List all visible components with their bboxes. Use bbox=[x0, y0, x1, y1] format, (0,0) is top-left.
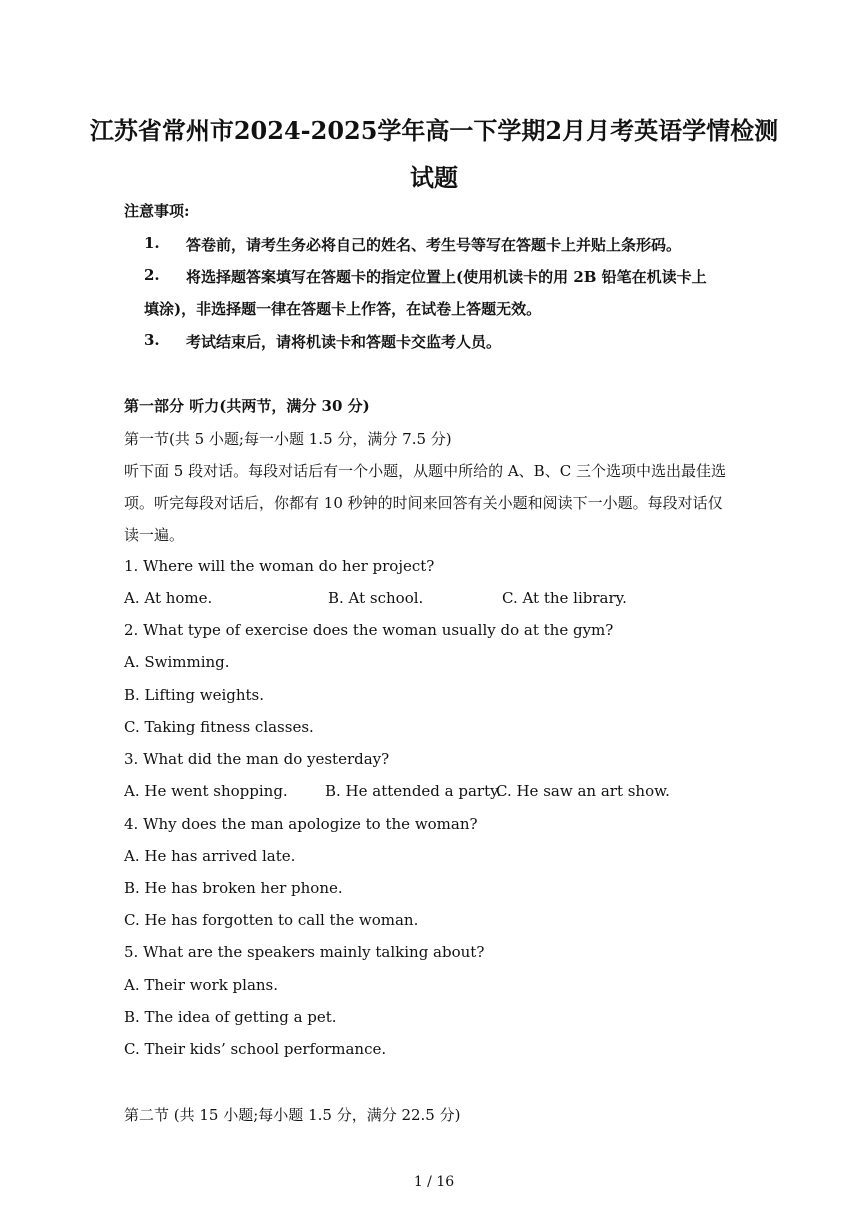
instructions-line3: 读一遍。 bbox=[124, 526, 185, 544]
question-1-option-b: B. At school. bbox=[328, 589, 424, 607]
question-2-stem: 2. What type of exercise does the woman usually do at the gym? bbox=[124, 621, 614, 639]
question-5-option-a: A. Their work plans. bbox=[124, 976, 279, 994]
notice-item-3-number: 3. bbox=[144, 331, 160, 349]
notice-item-2-number: 2. bbox=[144, 266, 160, 284]
notice-item-2-text-line1: 将选择题答案填写在答题卡的指定位置上(使用机读卡的用 2B 铅笔在机读卡上 bbox=[186, 268, 707, 286]
question-3-option-a: A. He went shopping. bbox=[124, 782, 288, 800]
page-number: 1 / 16 bbox=[413, 1174, 455, 1190]
question-2-option-c: C. Taking fitness classes. bbox=[124, 718, 314, 736]
question-2-option-a: A. Swimming. bbox=[124, 653, 230, 671]
section2-heading: 第二节 (共 15 小题;每小题 1.5 分，满分 22.5 分) bbox=[124, 1106, 461, 1124]
notice-heading: 注意事项: bbox=[124, 202, 190, 220]
instructions-line2: 项。听完每段对话后，你都有 10 秒钟的时间来回答有关小题和阅读下一小题。每段对话仅 bbox=[124, 494, 723, 512]
question-2-option-b: B. Lifting weights. bbox=[124, 686, 264, 704]
question-5-stem: 5. What are the speakers mainly talking about? bbox=[124, 943, 485, 961]
notice-item-1-number: 1. bbox=[144, 234, 160, 252]
section1-heading: 第一节(共 5 小题;每一小题 1.5 分，满分 7.5 分) bbox=[124, 430, 452, 448]
document-title-line1: 江苏省常州市2024-2025学年高一下学期2月月考英语学情检测 bbox=[89, 116, 779, 145]
question-3-stem: 3. What did the man do yesterday? bbox=[124, 750, 390, 768]
part1-heading: 第一部分 听力(共两节，满分 30 分) bbox=[124, 397, 370, 415]
question-1-option-c: C. At the library. bbox=[502, 589, 627, 607]
document-title-line2: 试题 bbox=[410, 163, 458, 192]
question-1-option-a: A. At home. bbox=[124, 589, 213, 607]
question-4-option-c: C. He has forgotten to call the woman. bbox=[124, 911, 419, 929]
question-3-option-b: B. He attended a party. bbox=[325, 782, 502, 800]
question-5-option-c: C. Their kids’ school performance. bbox=[124, 1040, 387, 1058]
notice-item-1-text: 答卷前，请考生务必将自己的姓名、考生号等写在答题卡上并贴上条形码。 bbox=[186, 236, 682, 254]
question-1-stem: 1. Where will the woman do her project? bbox=[124, 557, 435, 575]
question-3-option-c: C. He saw an art show. bbox=[496, 782, 670, 800]
question-4-option-b: B. He has broken her phone. bbox=[124, 879, 343, 897]
question-5-option-b: B. The idea of getting a pet. bbox=[124, 1008, 337, 1026]
question-4-stem: 4. Why does the man apologize to the woman? bbox=[124, 815, 478, 833]
notice-item-3-text: 考试结束后，请将机读卡和答题卡交监考人员。 bbox=[186, 333, 502, 351]
instructions-line1: 听下面 5 段对话。每段对话后有一个小题，从题中所给的 A、B、C 三个选项中选出最佳选 bbox=[124, 462, 726, 480]
notice-item-2-text-line2: 填涂)，非选择题一律在答题卡上作答，在试卷上答题无效。 bbox=[144, 300, 542, 318]
question-4-option-a: A. He has arrived late. bbox=[124, 847, 296, 865]
